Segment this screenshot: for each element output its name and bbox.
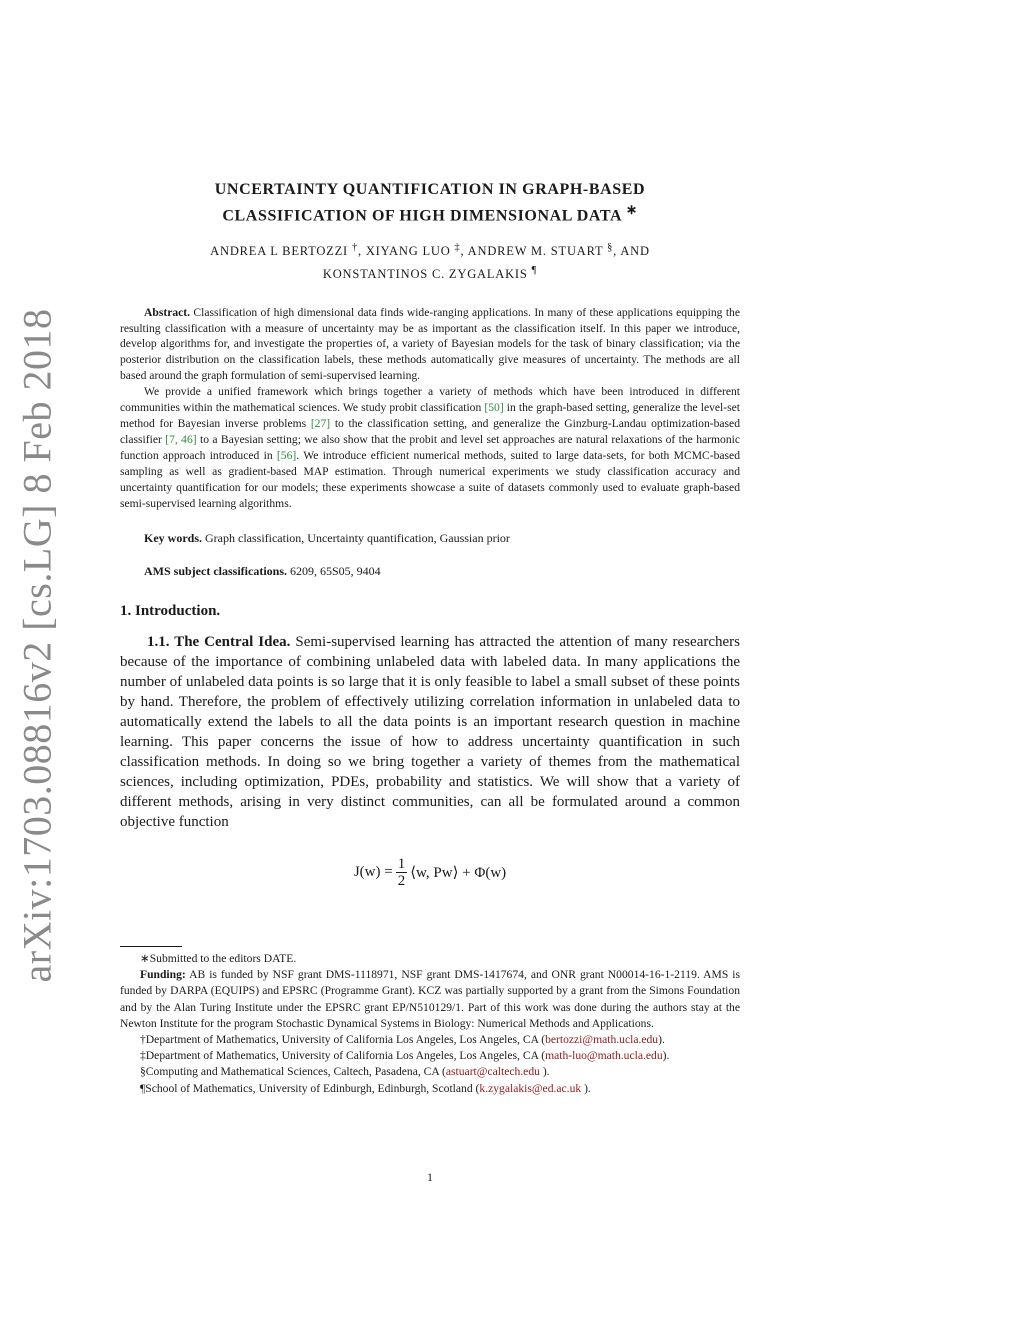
citation-7-46[interactable]: [7, 46] <box>165 432 197 446</box>
fraction-numerator: 1 <box>397 855 406 872</box>
ams-text: 6209, 65S05, 9404 <box>290 564 381 579</box>
abstract-label: Abstract. <box>144 305 191 319</box>
author-stuart: , ANDREW M. STUART <box>460 244 604 259</box>
keywords <box>120 531 740 546</box>
footnote-bertozzi <box>120 1032 740 1048</box>
footnote-stuart <box>120 1064 740 1080</box>
abstract-text: in the graph-based setting, generalize the level-set method for Bayesian inverse problems <box>120 401 740 430</box>
footnote-text: ). <box>581 1081 591 1095</box>
footnote-rule <box>120 946 182 947</box>
intro-paragraph <box>120 632 740 832</box>
email-bertozzi[interactable]: bertozzi@math.ucla.edu <box>545 1033 659 1047</box>
citation-56[interactable]: [56] <box>276 448 297 462</box>
abstract-text: . We introduce efficient numerical methods, suited to large data-sets, for both MCMC-based sampling as well as gradient-based MAP estimation. Through numerical experiments we study classification accuracy and uncertainty quantification for our models; these experiments showcase a suite of datasets commonly used to evaluate graph-based semi-supervised learning algorithms. <box>120 448 740 510</box>
ams-label: AMS subject classifications. <box>144 564 287 579</box>
footnote-text: ). <box>539 1065 550 1079</box>
author-list <box>120 238 740 284</box>
subsection-heading: 1.1. The Central Idea. <box>147 634 291 651</box>
footnote-text: §Computing and Mathematical Sciences, Caltech, Pasadena, CA ( <box>140 1065 446 1079</box>
author-mark-ddagger: ‡ <box>454 242 461 254</box>
footnotes <box>120 946 740 1097</box>
author-mark-dagger: † <box>351 242 358 254</box>
citation-27[interactable]: [27] <box>310 416 331 430</box>
section-heading: 1. Introduction. <box>120 603 221 620</box>
intro-text: Semi-supervised learning has attracted the attention of many researchers because of the importance of combining unlabeled data with labeled data. In many applications the number of unlabeled data points is so large that it is only feasible to label a small subset of these points by hand. Therefore, the problem of effectively utilizing correlation information in unlabeled data to automatically extend the labels to all the data points is an important research question in machine learning. This paper concerns the issue of how to address uncertainty quantification in such classification methods. In doing so we bring together a variety of themes from the mathematical sciences, including optimization, PDEs, probability and statistics. We will show that a variety of different methods, arising in very distinct communities, can all be formulated around a common objective function <box>120 634 741 831</box>
abstract <box>120 305 740 512</box>
objective-formula <box>120 850 740 894</box>
footnote-text: ‡Department of Mathematics, University of California Los Angeles, Los Angeles, CA ( <box>140 1049 546 1063</box>
footnote-luo <box>120 1048 740 1064</box>
email-luo[interactable]: math-luo@math.ucla.edu <box>545 1049 663 1063</box>
funding-text: AB is funded by NSF grant DMS-1118971, NSF grant DMS-1417674, and ONR grant N00014-16-1-2119. AMS is funded by DARPA (EQUIPS) and EPSRC (Programme Grant). KCZ was partially supported by a grant from the Simons Foundation and by the Alan Turing Institute under the EPSRC grant EP/N510129/1. Part of this work was done during the authors stay at the Newton Institute for the program Stochastic Dynamical Systems in Biology: Numerical Methods and Applications. <box>120 968 740 1030</box>
footnote-text: ¶School of Mathematics, University of Edinburgh, Edinburgh, Scotland ( <box>140 1081 480 1095</box>
footnote-submitted: ∗Submitted to the editors DATE. <box>140 952 297 965</box>
keywords-label: Key words. <box>144 531 202 546</box>
abstract-text: to a Bayesian setting; we also show that the probit and level set approaches are natural relaxations of the harmonic function approach introduced in <box>120 432 740 462</box>
ams-classifications <box>120 564 740 579</box>
author-bertozzi: ANDREA L BERTOZZI <box>210 244 349 259</box>
title-footnote-mark: ∗ <box>625 202 638 217</box>
paper-title <box>120 180 740 226</box>
fraction-denominator: 2 <box>397 872 406 889</box>
footnote-text: †Department of Mathematics, University of California Los Angeles, Los Angeles, CA ( <box>140 1033 546 1047</box>
author-zygalakis: KONSTANTINOS C. ZYGALAKIS <box>322 267 528 282</box>
citation-50[interactable]: [50] <box>484 401 504 415</box>
funding-label: Funding: <box>140 968 186 982</box>
footnote-zygalakis <box>120 1081 740 1097</box>
author-and: , AND <box>613 244 650 259</box>
title-line-1: UNCERTAINTY QUANTIFICATION IN GRAPH-BASED <box>214 181 646 198</box>
abstract-paragraph-2: We provide a unified framework which brings together a variety of methods which have been introduced in different communities within the mathematical sciences. We study probit classification <box>120 385 740 415</box>
arxiv-identifier <box>12 308 62 982</box>
abstract-paragraph-1: Classification of high dimensional data finds wide-ranging applications. In many of these applications equipping the resulting classification with a measure of uncertainty may be as important as the classification itself. In this paper we introduce, develop algorithms for, and investigate the properties of, a variety of Bayesian models for the task of binary classification; via the posterior distribution on the classification labels, these methods automatically give measures of uncertainty. The methods are all based around the graph formulation of semi-supervised learning. <box>120 305 740 383</box>
abstract-text: to the classification setting, and generalize the Ginzburg-Landau optimization-based classifier <box>120 416 740 446</box>
email-stuart[interactable]: astuart@caltech.edu <box>445 1065 540 1079</box>
author-mark-section: § <box>607 242 614 254</box>
keywords-text: Graph classification, Uncertainty quantification, Gaussian prior <box>205 531 510 546</box>
footnote-funding <box>120 967 740 1032</box>
arxiv-identifier-text: arXiv:1703.08816v2 [cs.LG] 8 Feb 2018 <box>14 308 60 982</box>
author-mark-pilcrow: ¶ <box>531 265 538 277</box>
formula-fraction <box>396 856 408 889</box>
formula-lhs: J(w) = <box>353 863 393 880</box>
title-line-2: CLASSIFICATION OF HIGH DIMENSIONAL DATA <box>222 207 622 225</box>
formula-rhs: ⟨w, Pw⟩ + Φ(w) <box>410 864 507 881</box>
author-luo: , XIYANG LUO <box>357 244 451 259</box>
paper-page <box>120 180 740 894</box>
footnote-text: ). <box>658 1033 665 1047</box>
page-number: 1 <box>427 1170 433 1184</box>
footnote-text: ). <box>662 1049 670 1063</box>
email-zygalakis[interactable]: k.zygalakis@ed.ac.uk <box>479 1081 582 1095</box>
